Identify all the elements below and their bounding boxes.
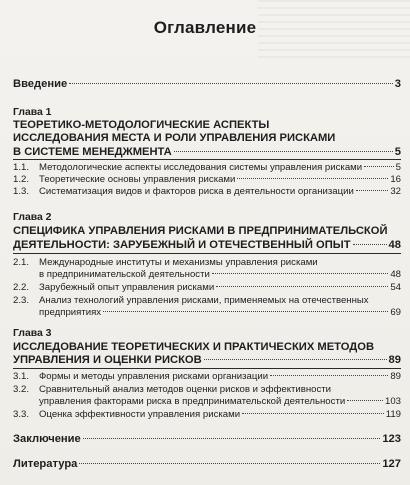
dot-leader [69, 83, 393, 84]
section-number: 2.2. [13, 282, 30, 293]
dot-leader [353, 244, 387, 245]
conclusion-page: 123 [382, 433, 401, 445]
section-number: 1.3. [13, 186, 30, 197]
section-title: Систематизация видов и факторов риска в деятельности организации [39, 186, 354, 197]
section-number: 3.1. [13, 371, 30, 382]
section-title: Зарубежный опыт управления рисками [39, 282, 215, 293]
section-page: 69 [390, 307, 401, 318]
toc-section-2-3 [13, 295, 401, 306]
section-title-line: Международные институты и механизмы управления рисками [39, 257, 318, 268]
toc-section-3-2-cont [39, 396, 401, 407]
chapter-3-title-line: ИССЛЕДОВАНИЕ ТЕОРЕТИЧЕСКИХ И ПРАКТИЧЕСКИХ МЕТОДОВ [13, 341, 375, 353]
chapter-2-label: Глава 2 [13, 212, 52, 223]
section-page: 5 [395, 162, 401, 173]
section-number: 3.3. [13, 409, 30, 420]
toc-entry-intro [13, 78, 401, 90]
toc-section-2-1 [13, 257, 401, 268]
section-page: 54 [390, 282, 401, 293]
chapter-3-title-last-line [13, 354, 401, 366]
dot-leader [174, 151, 393, 152]
section-number: 1.2. [13, 174, 30, 185]
dot-leader [83, 438, 381, 439]
conclusion-label: Заключение [13, 433, 81, 445]
chapter-2-title-line: СПЕЦИФИКА УПРАВЛЕНИЯ РИСКАМИ В ПРЕДПРИНИМАТЕЛЬСКОЙ [13, 225, 388, 237]
toc-section-3-3 [13, 409, 401, 420]
section-number: 3.2. [13, 384, 30, 395]
dot-leader [237, 178, 388, 179]
section-page: 119 [385, 409, 401, 420]
dot-leader [216, 286, 388, 287]
section-title-line: в предпринимательской деятельности [39, 269, 210, 280]
chapter-1-title-last-line [13, 146, 401, 158]
section-title: Методологические аспекты исследования системы управления рисками [39, 162, 363, 173]
section-title-line: Анализ технологий управления рисками, применяемых на отечественных [39, 295, 369, 306]
toc-section-3-2 [13, 384, 401, 395]
literature-page: 127 [382, 458, 401, 470]
section-number: 1.1. [13, 162, 30, 173]
chapter-3-rule [13, 368, 401, 369]
dot-leader [242, 413, 384, 414]
dot-leader [103, 311, 388, 312]
dot-leader [347, 400, 383, 401]
dot-leader [212, 273, 388, 274]
section-page: 16 [390, 174, 401, 185]
chapter-2-title-last-line [13, 239, 401, 251]
intro-page: 3 [394, 78, 401, 90]
dot-leader [79, 463, 380, 464]
section-page: 32 [390, 186, 401, 197]
dot-leader [204, 359, 387, 360]
toc-section-1-3 [13, 186, 401, 197]
section-page: 89 [390, 371, 401, 382]
chapter-1-page: 5 [394, 146, 401, 158]
chapter-3-label: Глава 3 [13, 328, 52, 339]
chapter-3-page: 89 [388, 354, 401, 366]
dot-leader [270, 375, 388, 376]
toc-section-2-2 [13, 282, 401, 293]
section-title: Теоретические основы управления рисками [39, 174, 236, 185]
chapter-2-rule [13, 253, 401, 254]
chapter-1-title-line: ИССЛЕДОВАНИЯ МЕСТА И РОЛИ УПРАВЛЕНИЯ РИСКАМИ [13, 132, 336, 144]
dot-leader [356, 190, 388, 191]
toc-section-2-3-cont [39, 307, 401, 318]
section-page: 48 [390, 269, 401, 280]
section-title-line: управления факторами риска в предпринимательской деятельности [39, 396, 346, 407]
chapter-1-title-line: В СИСТЕМЕ МЕНЕДЖМЕНТА [13, 146, 172, 158]
literature-label: Литература [13, 458, 78, 470]
toc-section-2-1-cont [39, 269, 401, 280]
dot-leader [364, 166, 394, 167]
toc-section-3-1 [13, 371, 401, 382]
toc-section-1-1 [13, 162, 401, 173]
section-number: 2.3. [13, 295, 30, 306]
chapter-2-title-line: ДЕЯТЕЛЬНОСТИ: ЗАРУБЕЖНЫЙ И ОТЕЧЕСТВЕННЫЙ ОПЫТ [13, 239, 351, 251]
section-page: 103 [384, 396, 401, 407]
section-title: Оценка эффективности управления рисками [39, 409, 241, 420]
chapter-3-title-line: УПРАВЛЕНИЯ И ОЦЕНКИ РИСКОВ [13, 354, 202, 366]
section-title: Формы и методы управления рисками организации [39, 371, 269, 382]
intro-label: Введение [13, 78, 68, 90]
section-title-line: Сравнительный анализ методов оценки рисков и эффективности [39, 384, 332, 395]
toc-section-1-2 [13, 174, 401, 185]
toc-entry-conclusion [13, 433, 401, 445]
section-title-line: предприятиях [39, 307, 102, 318]
chapter-1-title-line: ТЕОРЕТИКО-МЕТОДОЛОГИЧЕСКИЕ АСПЕКТЫ [13, 119, 270, 131]
toc-entry-literature [13, 458, 401, 470]
chapter-2-page: 48 [388, 239, 401, 251]
page-title: Оглавление [153, 18, 257, 37]
section-number: 2.1. [13, 257, 30, 268]
chapter-1-label: Глава 1 [13, 107, 52, 118]
chapter-1-rule [13, 159, 401, 160]
